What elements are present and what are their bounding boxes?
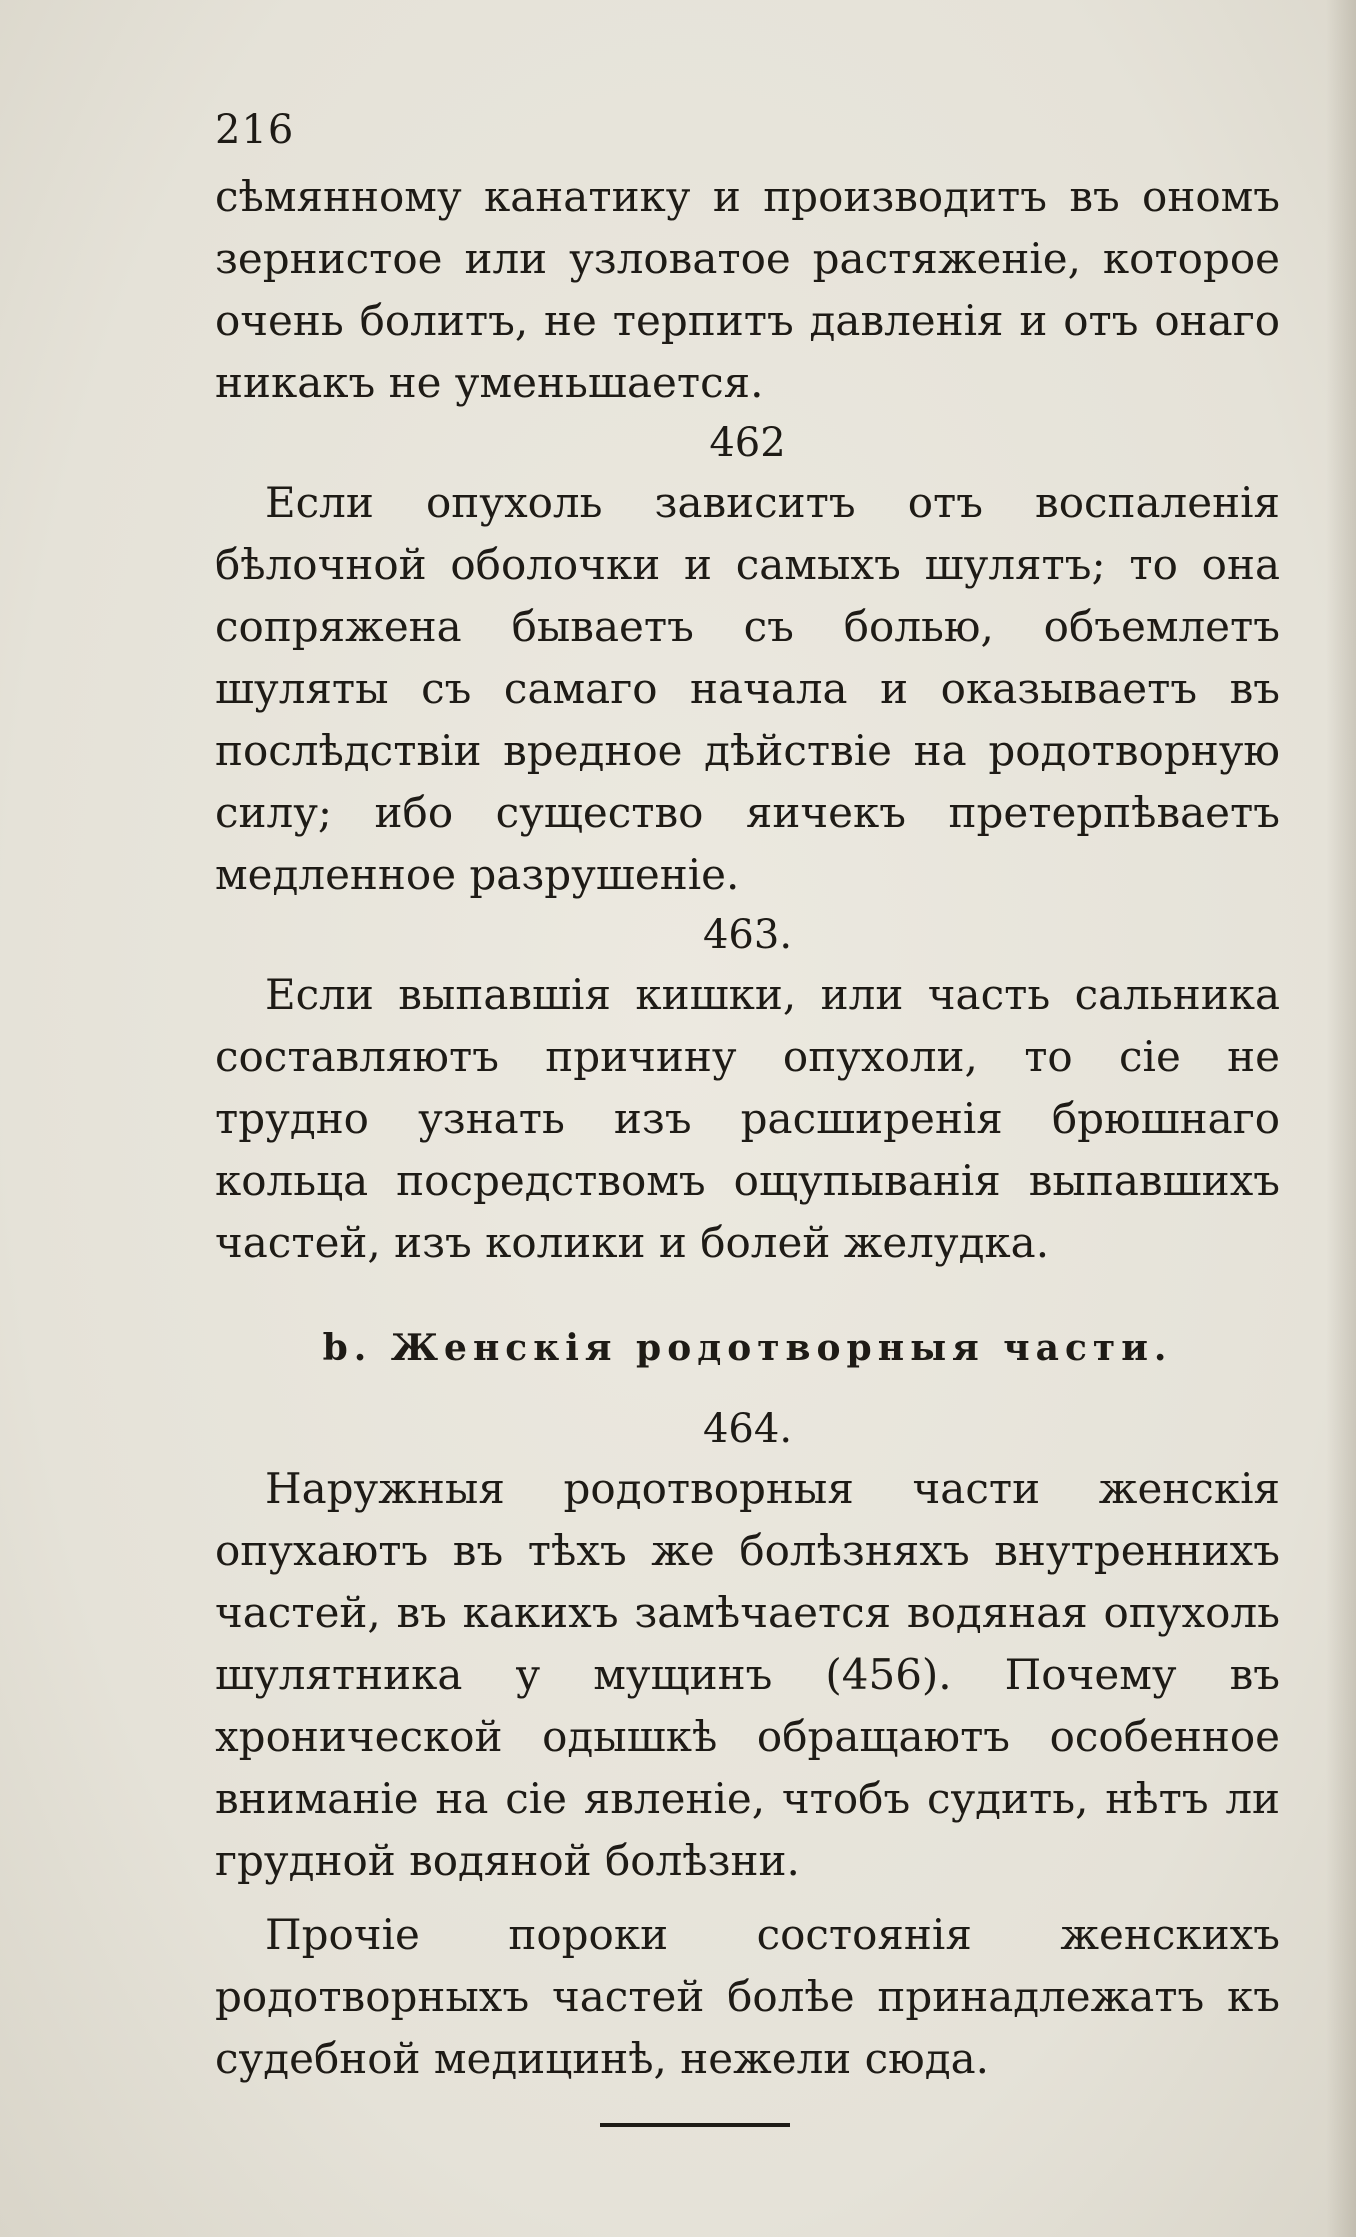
paragraph-gap <box>215 1892 1280 1904</box>
paragraph-462: Если опухоль зависитъ отъ воспаленія бѣлочной оболочки и самыхъ шулятъ; то она сопряжена бываетъ съ болью, объемлетъ шуляты съ самаго начала и оказываетъ въ послѣдствіи вредное дѣйствіе на родотворную силу; ибо существо яичекъ претерпѣваетъ медленное разрушеніе. <box>215 478 1280 899</box>
page-content <box>215 100 1280 2090</box>
paragraph-final: Прочіе пороки состоянія женскихъ родотворныхъ частей болѣе принадлежатъ къ судебной медицинѣ, нежели сюда. <box>215 1910 1280 2083</box>
paragraph-continued: сѣмянному канатику и производитъ въ ономъ зернистое или узловатое растяженіе, которое очень болитъ, не терпитъ давленія и отъ онаго никакъ не уменьшается. <box>215 172 1280 407</box>
paragraph-463: Если выпавшія кишки, или часть сальника составляютъ причину опухоли, то сіе не трудно узнать изъ расширенія брюшнаго кольца посредствомъ ощупыванія выпавшихъ частей, изъ колики и болей желудка. <box>215 970 1280 1267</box>
section-number-464: 464. <box>702 1406 793 1452</box>
section-number-462: 462 <box>709 420 786 466</box>
page-edge-shadow <box>1326 0 1356 2237</box>
page-number: 216 <box>215 107 295 153</box>
paragraph-464: Наружныя родотворныя части женскія опухаютъ въ тѣхъ же болѣзняхъ внутреннихъ частей, въ какихъ замѣчается водяная опухоль шулятника у мущинъ (456). Почему въ хронической одышкѣ обращаютъ особенное вниманіе на сіе явленіе, чтобъ судить, нѣтъ ли грудной водяной болѣзни. <box>215 1464 1280 1885</box>
section-number-463: 463. <box>702 912 793 958</box>
subheading-female-organs: b. Женскія родотворныя части. <box>322 1327 1173 1369</box>
end-rule-divider <box>600 2123 790 2127</box>
